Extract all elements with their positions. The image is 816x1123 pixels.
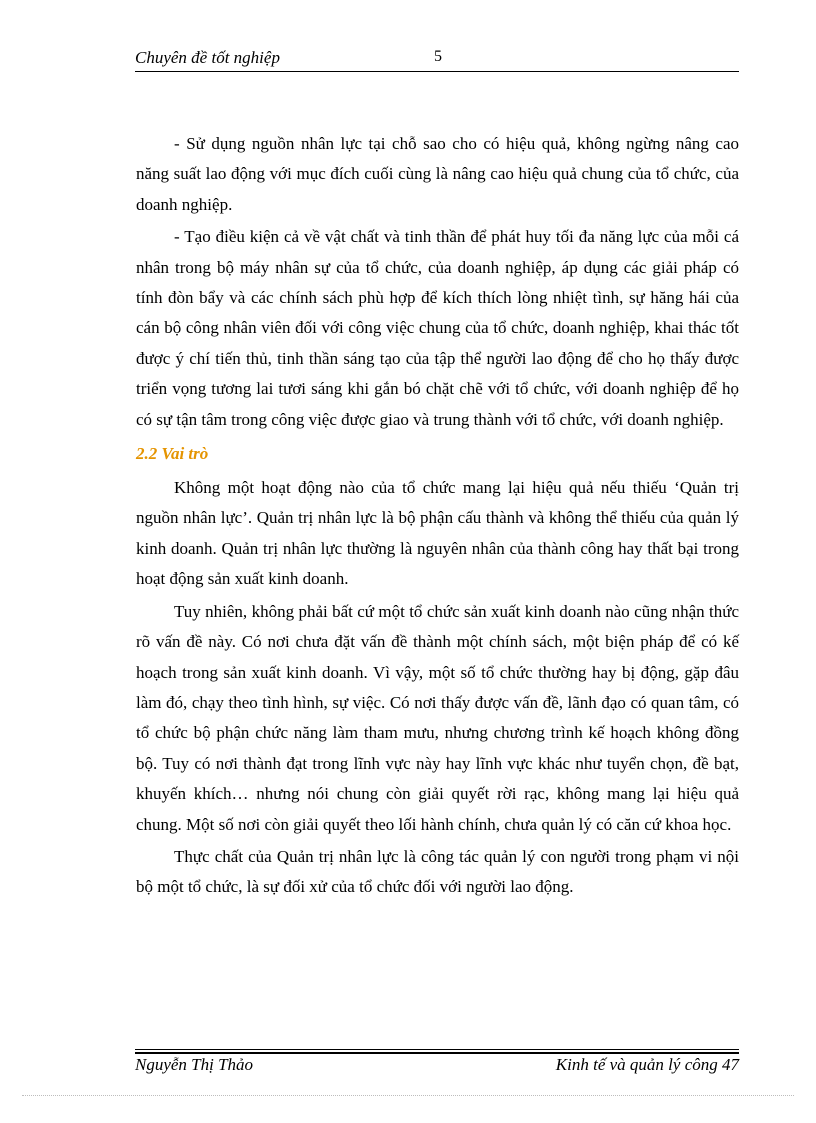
paragraph-2: - Tạo điều kiện cả về vật chất và tinh thần để phát huy tối đa năng lực của mỗi cá nhân trong bộ máy nhân sự của tổ chức, của doanh nghiệp, áp dụng các giải pháp có tính đòn bẩy và các chính sách phù hợp để kích thích lòng nhiệt tình, sự hăng hái của cán bộ công nhân viên đối với công việc chung của tổ chức, doanh nghiệp, khai thác tốt được ý chí tiến thủ, tinh thần sáng tạo của tập thể người lao động để cho họ thấy được triển vọng tương lai tươi sáng khi gắn bó chặt chẽ với tổ chức, với doanh nghiệp để họ có sự tận tâm trong công việc được giao và trung thành với tổ chức, với doanh nghiệp.	[136, 227, 739, 429]
page-boundary	[22, 1095, 794, 1096]
page-header	[135, 48, 739, 70]
paragraph-3: Không một hoạt động nào của tổ chức mang lại hiệu quả nếu thiếu ‘Quản trị nguồn nhân lực’. Quản trị nhân lực là bộ phận cấu thành và không thể thiếu của quản lý kinh doanh. Quản trị nhân lực thường là nguyên nhân của thành công hay thất bại trong hoạt động sản xuất kinh doanh.	[136, 478, 739, 589]
class-name: Kinh tế và quản lý công 47	[555, 1055, 739, 1074]
paragraph-5: Thực chất của Quản trị nhân lực là công tác quản lý con người trong phạm vi nội bộ một tổ chức, là sự đối xử của tổ chức đối với người lao động.	[136, 846, 739, 897]
header-divider	[135, 71, 739, 72]
footer-divider-thin	[135, 1049, 739, 1050]
section-heading: 2.2 Vai trò	[136, 444, 209, 464]
page-number: 5	[434, 48, 442, 65]
page-body	[136, 129, 739, 905]
document-title: Chuyên đề tốt nghiệp	[135, 48, 280, 67]
paragraph-4: Tuy nhiên, không phải bất cứ một tổ chức sản xuất kinh doanh nào cũng nhận thức rõ vấn đề này. Có nơi chưa đặt vấn đề thành một chính sách, một biện pháp để có kế hoạch trong sản xuất kinh doanh. Vì vậy, một số tổ chức thường hay bị động, gặp đâu làm đó, chạy theo tình hình, sự việc. Có nơi thấy được vấn đề, lãnh đạo có quan tâm, có tổ chức bộ phận chức năng làm tham mưu, nhưng chương trình kế hoạch không đồng bộ. Tuy có nơi thành đạt trong lĩnh vực này hay lĩnh vực khác như tuyển chọn, đề bạt, khuyến khích… nhưng nói chung còn giải quyết rời rạc, không mang lại hiệu quả chung. Một số nơi còn giải quyết theo lối hành chính, chưa quản lý có căn cứ khoa học.	[136, 601, 739, 834]
footer-divider-thick	[135, 1052, 739, 1054]
page-footer	[135, 1055, 739, 1079]
author-name: Nguyễn Thị Thảo	[135, 1055, 254, 1074]
paragraph-1: - Sử dụng nguồn nhân lực tại chỗ sao cho có hiệu quả, không ngừng nâng cao năng suất lao động với mục đích cuối cùng là nâng cao hiệu quả chung của tổ chức, của doanh nghiệp.	[136, 134, 739, 214]
